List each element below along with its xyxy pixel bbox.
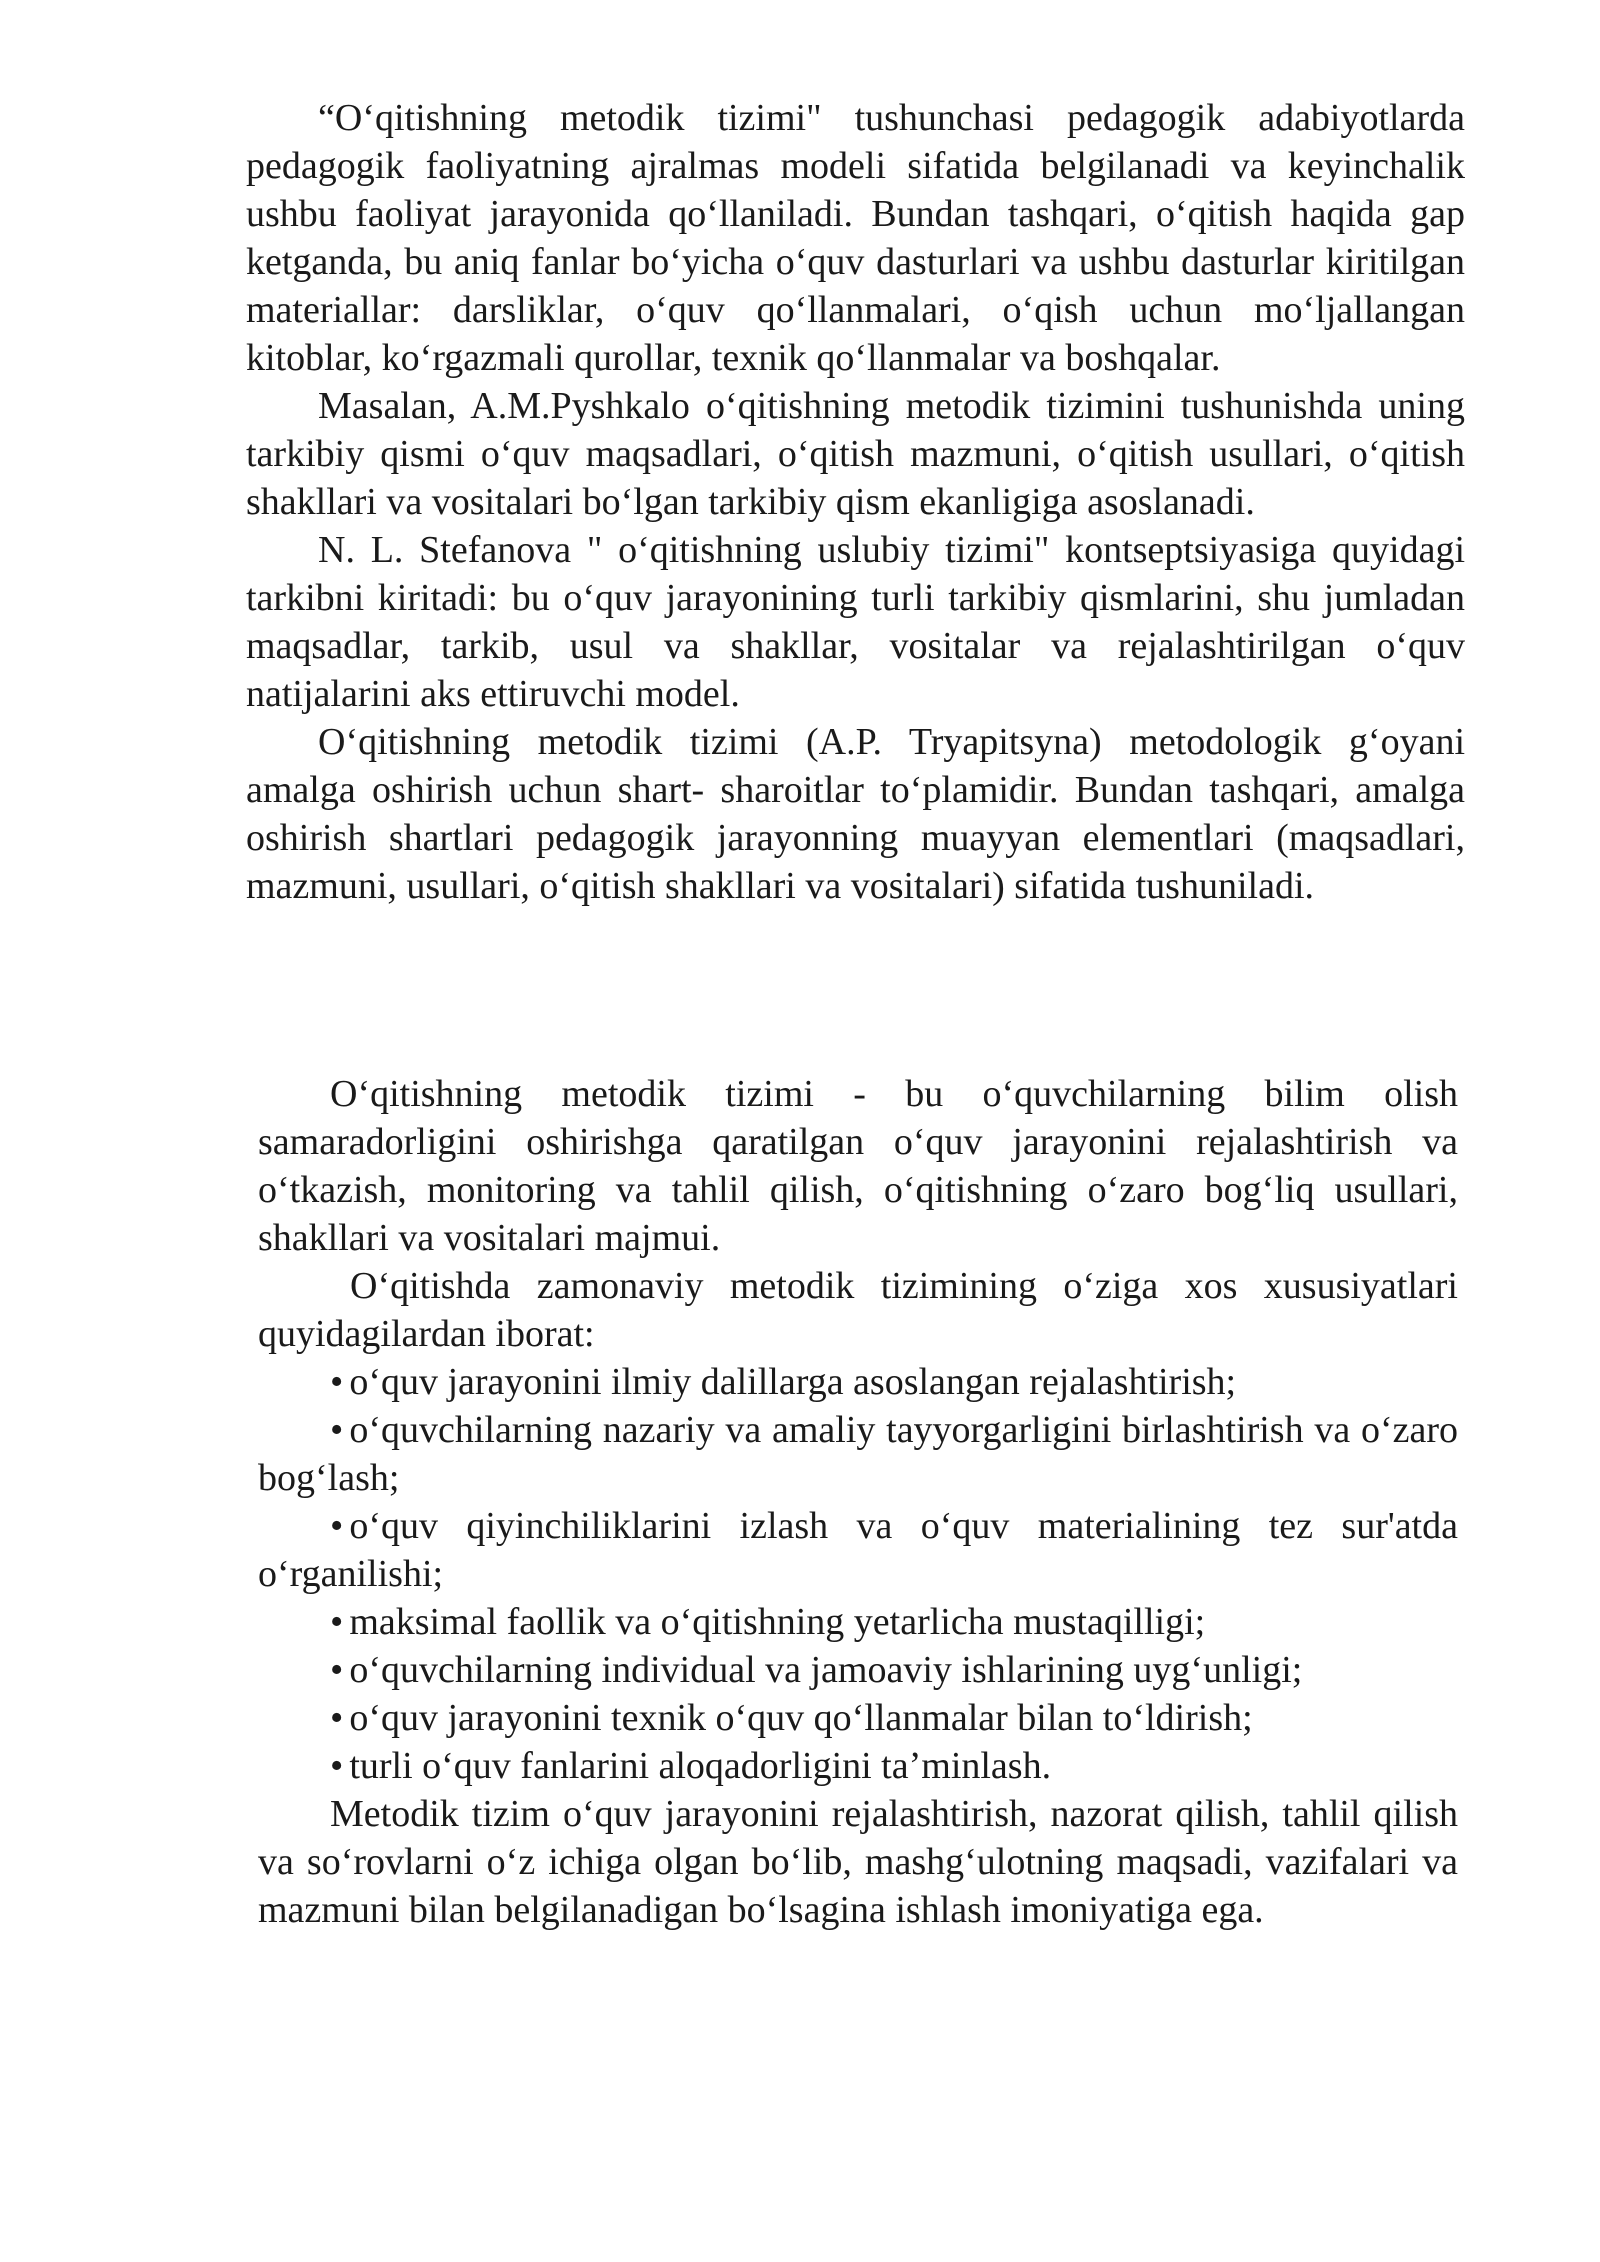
bullet-icon: • bbox=[330, 1505, 344, 1547]
text-section-two bbox=[258, 1070, 1458, 1934]
paragraph-stefanova: N. L. Stefanova " oʻqitishning uslubiy tizimi" kontseptsiyasiga quyidagi tarkibni kiritadi: bu oʻquv jarayonining turli tarkibiy qismlarini, shu jumladan maqsadlar, tarkib, usul va shakllar, vositalar va rejalashtirilgan oʻquv natijalarini aks ettiruvchi model. bbox=[246, 529, 1465, 715]
list-item bbox=[258, 1406, 1458, 1502]
list-item bbox=[258, 1502, 1458, 1598]
bullet-icon: • bbox=[330, 1697, 344, 1739]
list-item-text: oʻquv qiyinchiliklarini izlash va oʻquv materialining tez sur'atda oʻrganilishi; bbox=[258, 1505, 1458, 1595]
paragraph-conclusion: Metodik tizim oʻquv jarayonini rejalashtirish, nazorat qilish, tahlil qilish va soʻrovlarni oʻz ichiga olgan boʻlib, mashgʻulotning maqsadi, vazifalari va mazmuni bilan belgilanadigan boʻlsagina ishlash imoniyatiga ega. bbox=[258, 1793, 1458, 1931]
list-item bbox=[258, 1358, 1458, 1406]
bullet-icon: • bbox=[330, 1745, 344, 1787]
paragraph-metodik-tizimi-definition: “Oʻqitishning metodik tizimi" tushunchasi pedagogik adabiyotlarda pedagogik faoliyatning ajralmas modeli sifatida belgilanadi va keyinchalik ushbu faoliyat jarayonida qoʻllaniladi. Bundan tashqari, oʻqitish haqida gap ketganda, bu aniq fanlar boʻyicha oʻquv dasturlari va ushbu dasturlar kiritilgan materiallar: darsliklar, oʻquv qoʻllanmalari, oʻqish uchun moʻljallangan kitoblar, koʻrgazmali qurollar, texnik qoʻllanmalar va boshqalar. bbox=[246, 97, 1465, 379]
list-item bbox=[258, 1598, 1458, 1646]
paragraph-system-definition: Oʻqitishning metodik tizimi - bu oʻquvchilarning bilim olish samaradorligini oshirishga qaratilgan oʻquv jarayonini rejalashtirish va oʻtkazish, monitoring va tahlil qilish, oʻqitishning oʻzaro bogʻliq usullari, shakllari va vositalari majmui. bbox=[258, 1073, 1458, 1259]
bullet-icon: • bbox=[330, 1361, 344, 1403]
list-item bbox=[258, 1646, 1458, 1694]
list-item-text: oʻquvchilarning nazariy va amaliy tayyorgarligini birlashtirish va oʻzaro bogʻlash; bbox=[258, 1409, 1458, 1499]
list-item-text: oʻquv jarayonini ilmiy dalillarga asoslangan rejalashtirish; bbox=[349, 1361, 1237, 1403]
list-item-text: turli oʻquv fanlarini aloqadorligini taʼminlash. bbox=[349, 1745, 1052, 1787]
paragraph-features-intro: Oʻqitishda zamonaviy metodik tizimining oʻziga xos xususiyatlari quyidagilardan iborat: bbox=[258, 1265, 1458, 1355]
list-item-text: oʻquvchilarning individual va jamoaviy ishlarining uygʻunligi; bbox=[349, 1649, 1303, 1691]
list-item bbox=[258, 1742, 1458, 1790]
list-item-text: maksimal faollik va oʻqitishning yetarlicha mustaqilligi; bbox=[349, 1601, 1206, 1643]
paragraph-pyshkalo: Masalan, A.M.Pyshkalo oʻqitishning metodik tizimini tushunishda uning tarkibiy qismi oʻquv maqsadlari, oʻqitish mazmuni, oʻqitish usullari, oʻqitish shakllari va vositalari boʻlgan tarkibiy qism ekanligiga asoslanadi. bbox=[246, 385, 1465, 523]
features-list bbox=[258, 1358, 1458, 1790]
bullet-icon: • bbox=[330, 1601, 344, 1643]
list-item bbox=[258, 1694, 1458, 1742]
bullet-icon: • bbox=[330, 1649, 344, 1691]
paragraph-tryapitsyna: Oʻqitishning metodik tizimi (A.P. Tryapitsyna) metodologik gʻoyani amalga oshirish uchun shart- sharoitlar toʻplamidir. Bundan tashqari, amalga oshirish shartlari pedagogik jarayonning muayyan elementlari (maqsadlari, mazmuni, usullari, oʻqitish shakllari va vositalari) sifatida tushuniladi. bbox=[246, 721, 1465, 907]
list-item-text: oʻquv jarayonini texnik oʻquv qoʻllanmalar bilan toʻldirish; bbox=[349, 1697, 1253, 1739]
text-section-one bbox=[246, 94, 1465, 910]
bullet-icon: • bbox=[330, 1409, 344, 1451]
